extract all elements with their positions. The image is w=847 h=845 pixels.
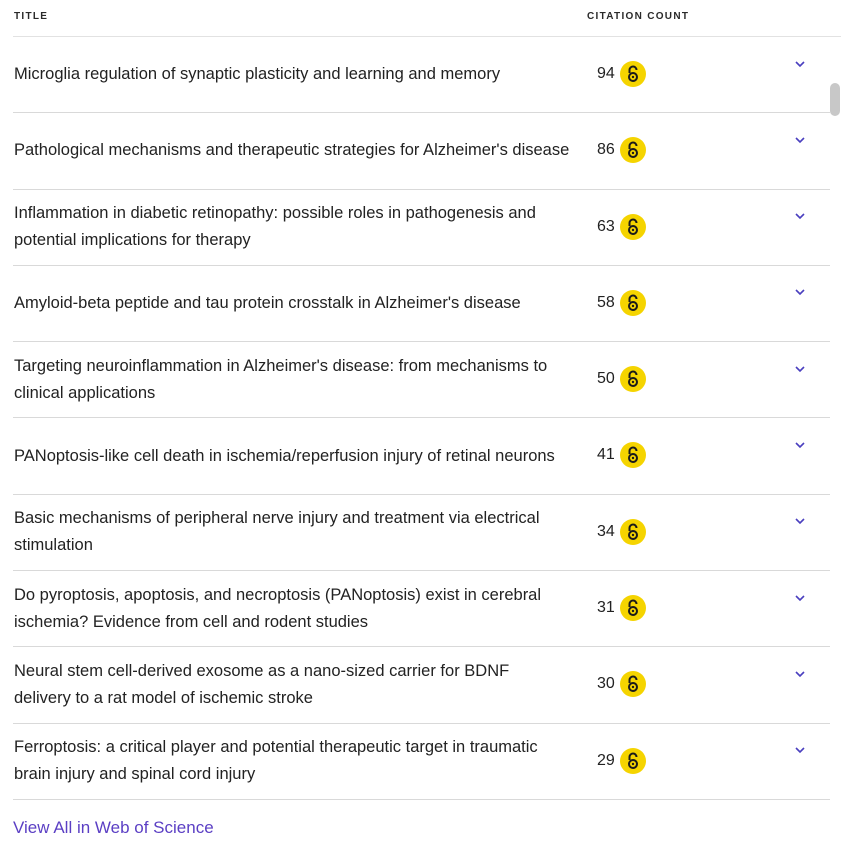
chevron-down-icon[interactable] (794, 592, 806, 604)
citation-cell (597, 290, 646, 316)
article-title[interactable]: Neural stem cell-derived exosome as a nano-sized carrier for BDNF delivery to a rat model of ischemic stroke (14, 662, 510, 708)
citation-cell (597, 61, 646, 87)
open-access-icon (620, 366, 646, 392)
citation-cell (597, 748, 646, 774)
citation-count: 63 (597, 217, 615, 235)
citation-cell (597, 442, 646, 468)
table-row (13, 37, 830, 113)
article-title[interactable]: Targeting neuroinflammation in Alzheimer's disease: from mechanisms to clinical applications (14, 356, 548, 402)
citation-count: 86 (597, 141, 615, 159)
citation-cell (597, 595, 646, 621)
table-row (13, 190, 830, 266)
view-all-link[interactable]: View All in Web of Science (13, 818, 214, 837)
table-row (13, 342, 830, 418)
open-access-icon (620, 61, 646, 87)
citation-cell (597, 366, 646, 392)
chevron-down-icon[interactable] (794, 211, 806, 223)
chevron-down-icon[interactable] (794, 134, 806, 146)
chevron-down-icon[interactable] (794, 363, 806, 375)
chevron-down-icon[interactable] (794, 439, 806, 451)
open-access-icon (620, 671, 646, 697)
article-title[interactable]: Do pyroptosis, apoptosis, and necroptosis (PANoptosis) exist in cerebral ischemia? Evidence from cell and rodent studies (14, 585, 542, 631)
article-title[interactable]: Microglia regulation of synaptic plasticity and learning and memory (14, 65, 501, 84)
citation-count: 50 (597, 370, 615, 388)
table-row (13, 647, 830, 723)
article-title[interactable]: PANoptosis-like cell death in ischemia/reperfusion injury of retinal neurons (14, 446, 555, 465)
chevron-down-icon[interactable] (794, 58, 806, 70)
open-access-icon (620, 290, 646, 316)
citation-cell (597, 671, 646, 697)
column-header-title: TITLE (14, 11, 49, 22)
column-header-citation-count: CITATION COUNT (587, 11, 690, 22)
citation-list (13, 37, 830, 800)
citation-count: 31 (597, 599, 615, 617)
open-access-icon (620, 214, 646, 240)
article-title[interactable]: Ferroptosis: a critical player and potential therapeutic target in traumatic brain injury and spinal cord injury (14, 738, 538, 784)
table-header (13, 0, 841, 37)
open-access-icon (620, 442, 646, 468)
citation-count: 29 (597, 751, 615, 769)
citation-count: 41 (597, 446, 615, 464)
citation-cell (597, 214, 646, 240)
chevron-down-icon[interactable] (794, 745, 806, 757)
article-title[interactable]: Pathological mechanisms and therapeutic strategies for Alzheimer's disease (14, 141, 570, 160)
citation-cell (597, 137, 646, 163)
open-access-icon (620, 137, 646, 163)
chevron-down-icon[interactable] (794, 516, 806, 528)
table-row (13, 266, 830, 342)
citation-cell (597, 519, 646, 545)
table-row (13, 113, 830, 189)
scrollbar-thumb[interactable] (830, 83, 840, 116)
article-title[interactable]: Basic mechanisms of peripheral nerve injury and treatment via electrical stimulation (14, 509, 540, 555)
open-access-icon (620, 595, 646, 621)
table-row (13, 571, 830, 647)
citation-count: 30 (597, 675, 615, 693)
article-title[interactable]: Inflammation in diabetic retinopathy: possible roles in pathogenesis and potential implications for therapy (14, 204, 536, 250)
table-row (13, 724, 830, 800)
chevron-down-icon[interactable] (794, 668, 806, 680)
table-row (13, 418, 830, 494)
open-access-icon (620, 748, 646, 774)
citation-count: 94 (597, 65, 615, 82)
article-title[interactable]: Amyloid-beta peptide and tau protein crosstalk in Alzheimer's disease (14, 294, 521, 313)
chevron-down-icon[interactable] (794, 287, 806, 299)
table-row (13, 495, 830, 571)
citation-count: 58 (597, 293, 615, 311)
citation-count: 34 (597, 522, 615, 540)
open-access-icon (620, 519, 646, 545)
